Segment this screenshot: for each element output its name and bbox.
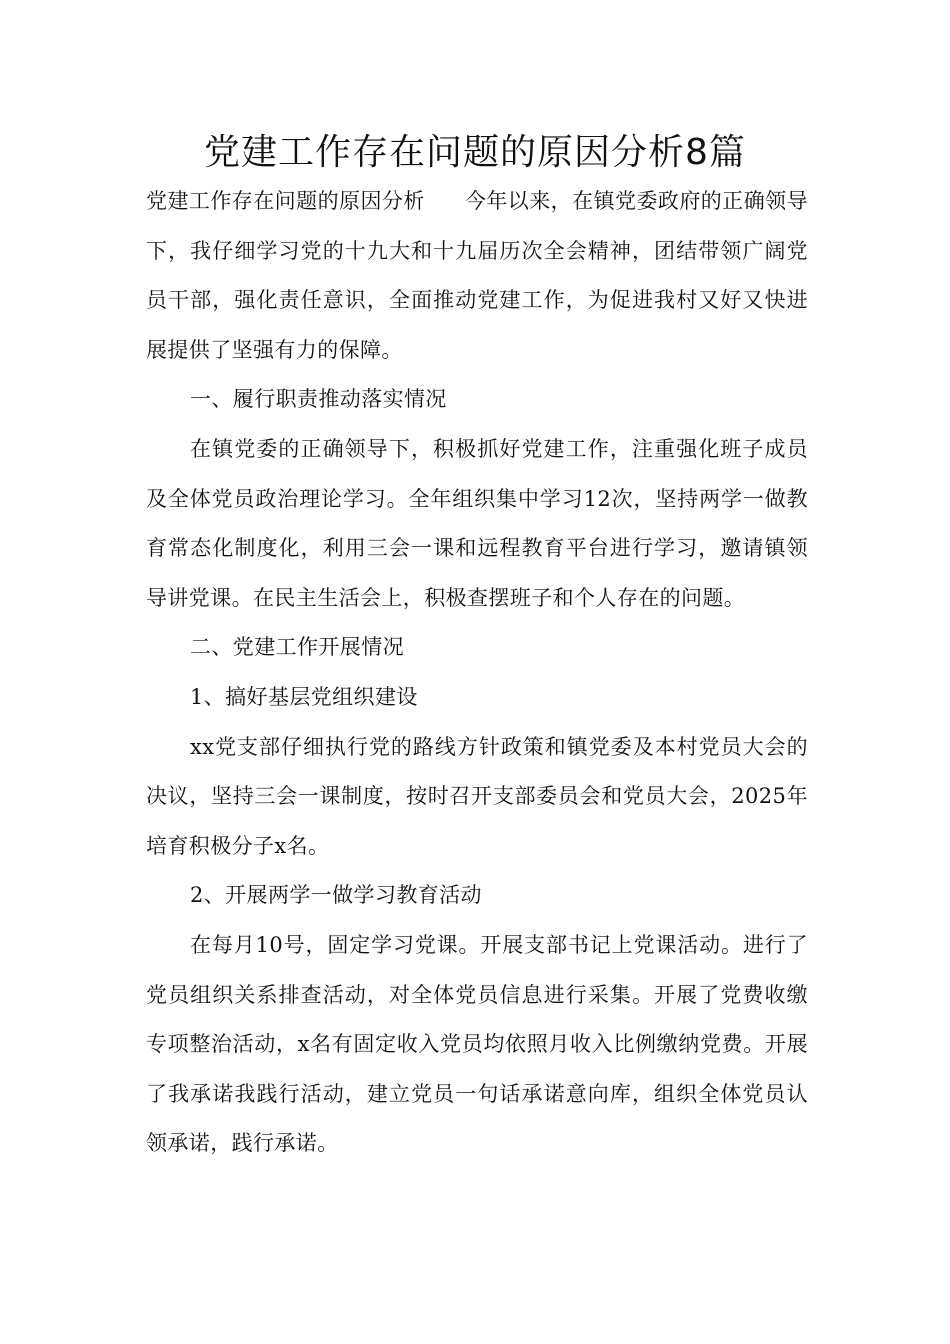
item-2-paragraph: 在每月10号，固定学习党课。开展支部书记上党课活动。进行了党员组织关系排查活动，对全体党员信息进行采集。开展了党费收缴专项整治活动，x名有固定收入党员均依照月收入比例缴纳党费。开展了我承诺我践行活动，建立党员一句话承诺意向库，组织全体党员认领承诺，践行承诺。 xyxy=(146,932,808,1156)
section-1-paragraph: 在镇党委的正确领导下，积极抓好党建工作，注重强化班子成员及全体党员政治理论学习。全年组织集中学习12次，坚持两学一做教育常态化制度化，利用三会一课和远程教育平台进行学习，邀请镇领导讲党课。在民主生活会上，积极查摆班子和个人存在的问题。 xyxy=(146,436,808,610)
intro-rest: 今年以来，在镇党委政府的正确领导下，我仔细学习党的十九大和十九届历次全会精神，团结带领广阔党员干部，强化责任意识，全面推动党建工作，为促进我村又好又快进展提供了坚强有力的保障。 xyxy=(146,189,808,362)
document-body xyxy=(146,177,808,1169)
section-1-heading: 一、履行职责推动落实情况 xyxy=(190,387,447,412)
document-title: 党建工作存在问题的原因分析8篇 xyxy=(204,132,746,173)
intro-lead: 党建工作存在问题的原因分析 xyxy=(146,189,425,213)
item-1-heading: 1、搞好基层党组织建设 xyxy=(190,684,418,709)
intro-paragraph xyxy=(146,177,808,375)
item-1-paragraph: xx党支部仔细执行党的路线方针政策和镇党委及本村党员大会的决议，坚持三会一课制度，按时召开支部委员会和党员大会，2025年培育积极分子x名。 xyxy=(146,734,808,858)
item-2-heading: 2、开展两学一做学习教育活动 xyxy=(190,883,482,908)
section-2-heading: 二、党建工作开展情况 xyxy=(190,635,404,660)
